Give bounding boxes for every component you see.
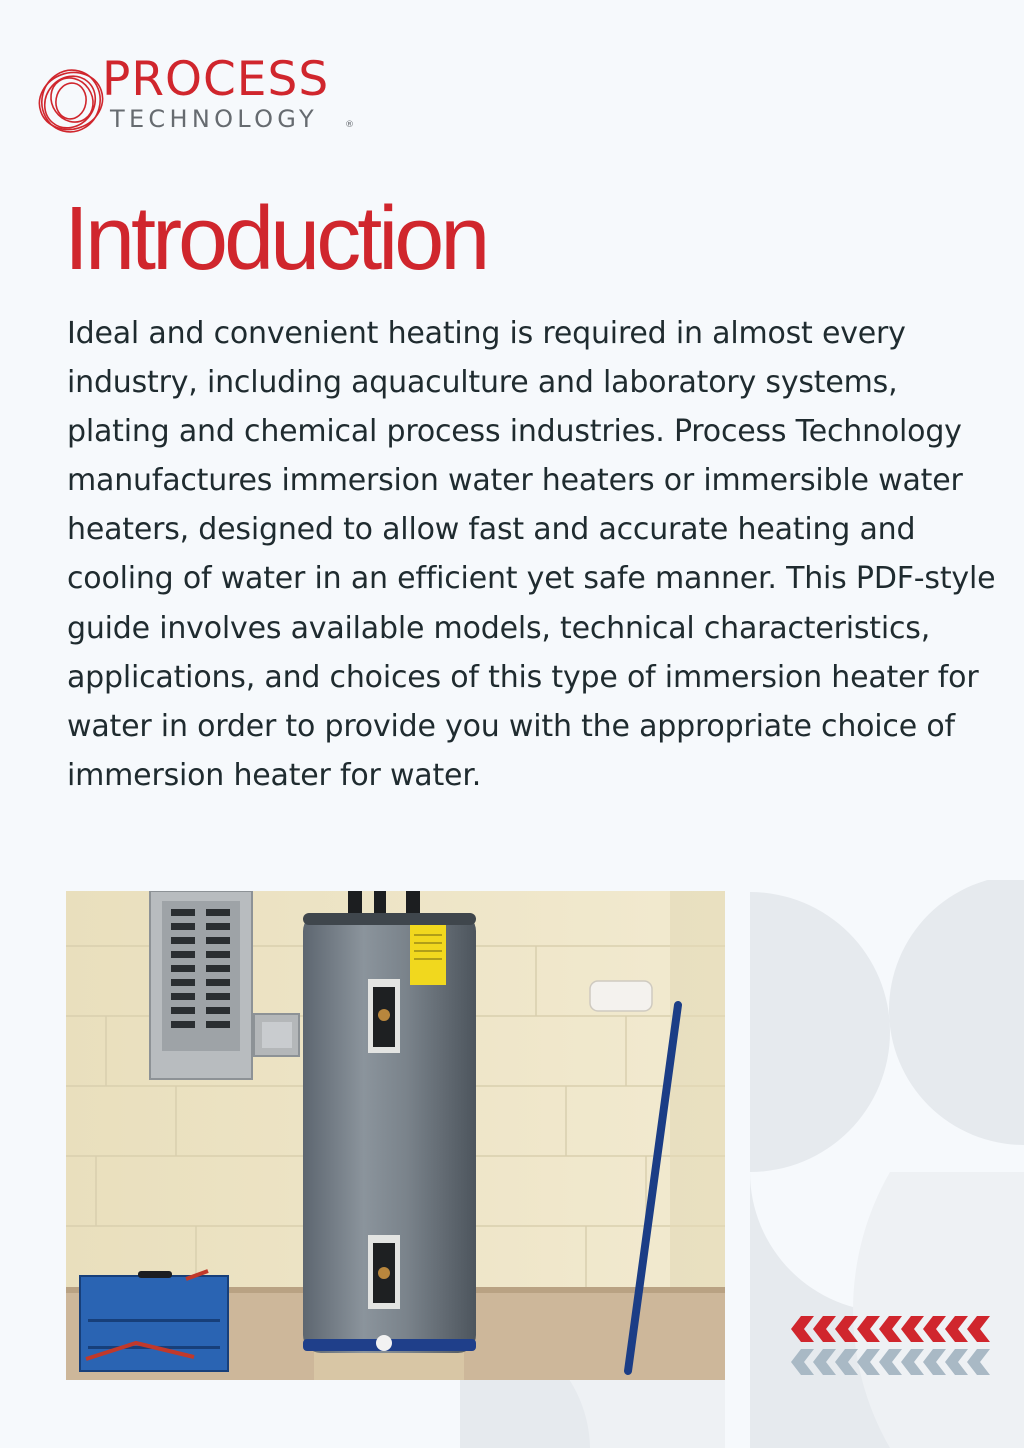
logo-wordmark-primary: PROCESS	[102, 52, 330, 107]
registered-mark: ®	[345, 120, 354, 130]
water-heater-photo	[66, 891, 725, 1380]
left-chevrons-icon	[789, 1316, 995, 1378]
page-title: Introduction	[64, 189, 487, 289]
logo-wordmark-secondary: TECHNOLOGY	[110, 105, 318, 133]
company-logo	[34, 52, 364, 142]
concentric-rings-logo-icon	[34, 64, 108, 138]
intro-paragraph: Ideal and convenient heating is required in almost every industry, including aquaculture and laboratory systems, plating and chemical process industries. Process Technology manufactures immersion water heaters or immersible water heaters, designed to allow fast and accurate heating and cooling of water in an efficient yet safe manner. This PDF-style guide involves available models, technical characteristics, applications, and choices of this type of immersion heater for water in order to provide you with the appropriate choice of immersion heater for water.	[67, 316, 996, 793]
